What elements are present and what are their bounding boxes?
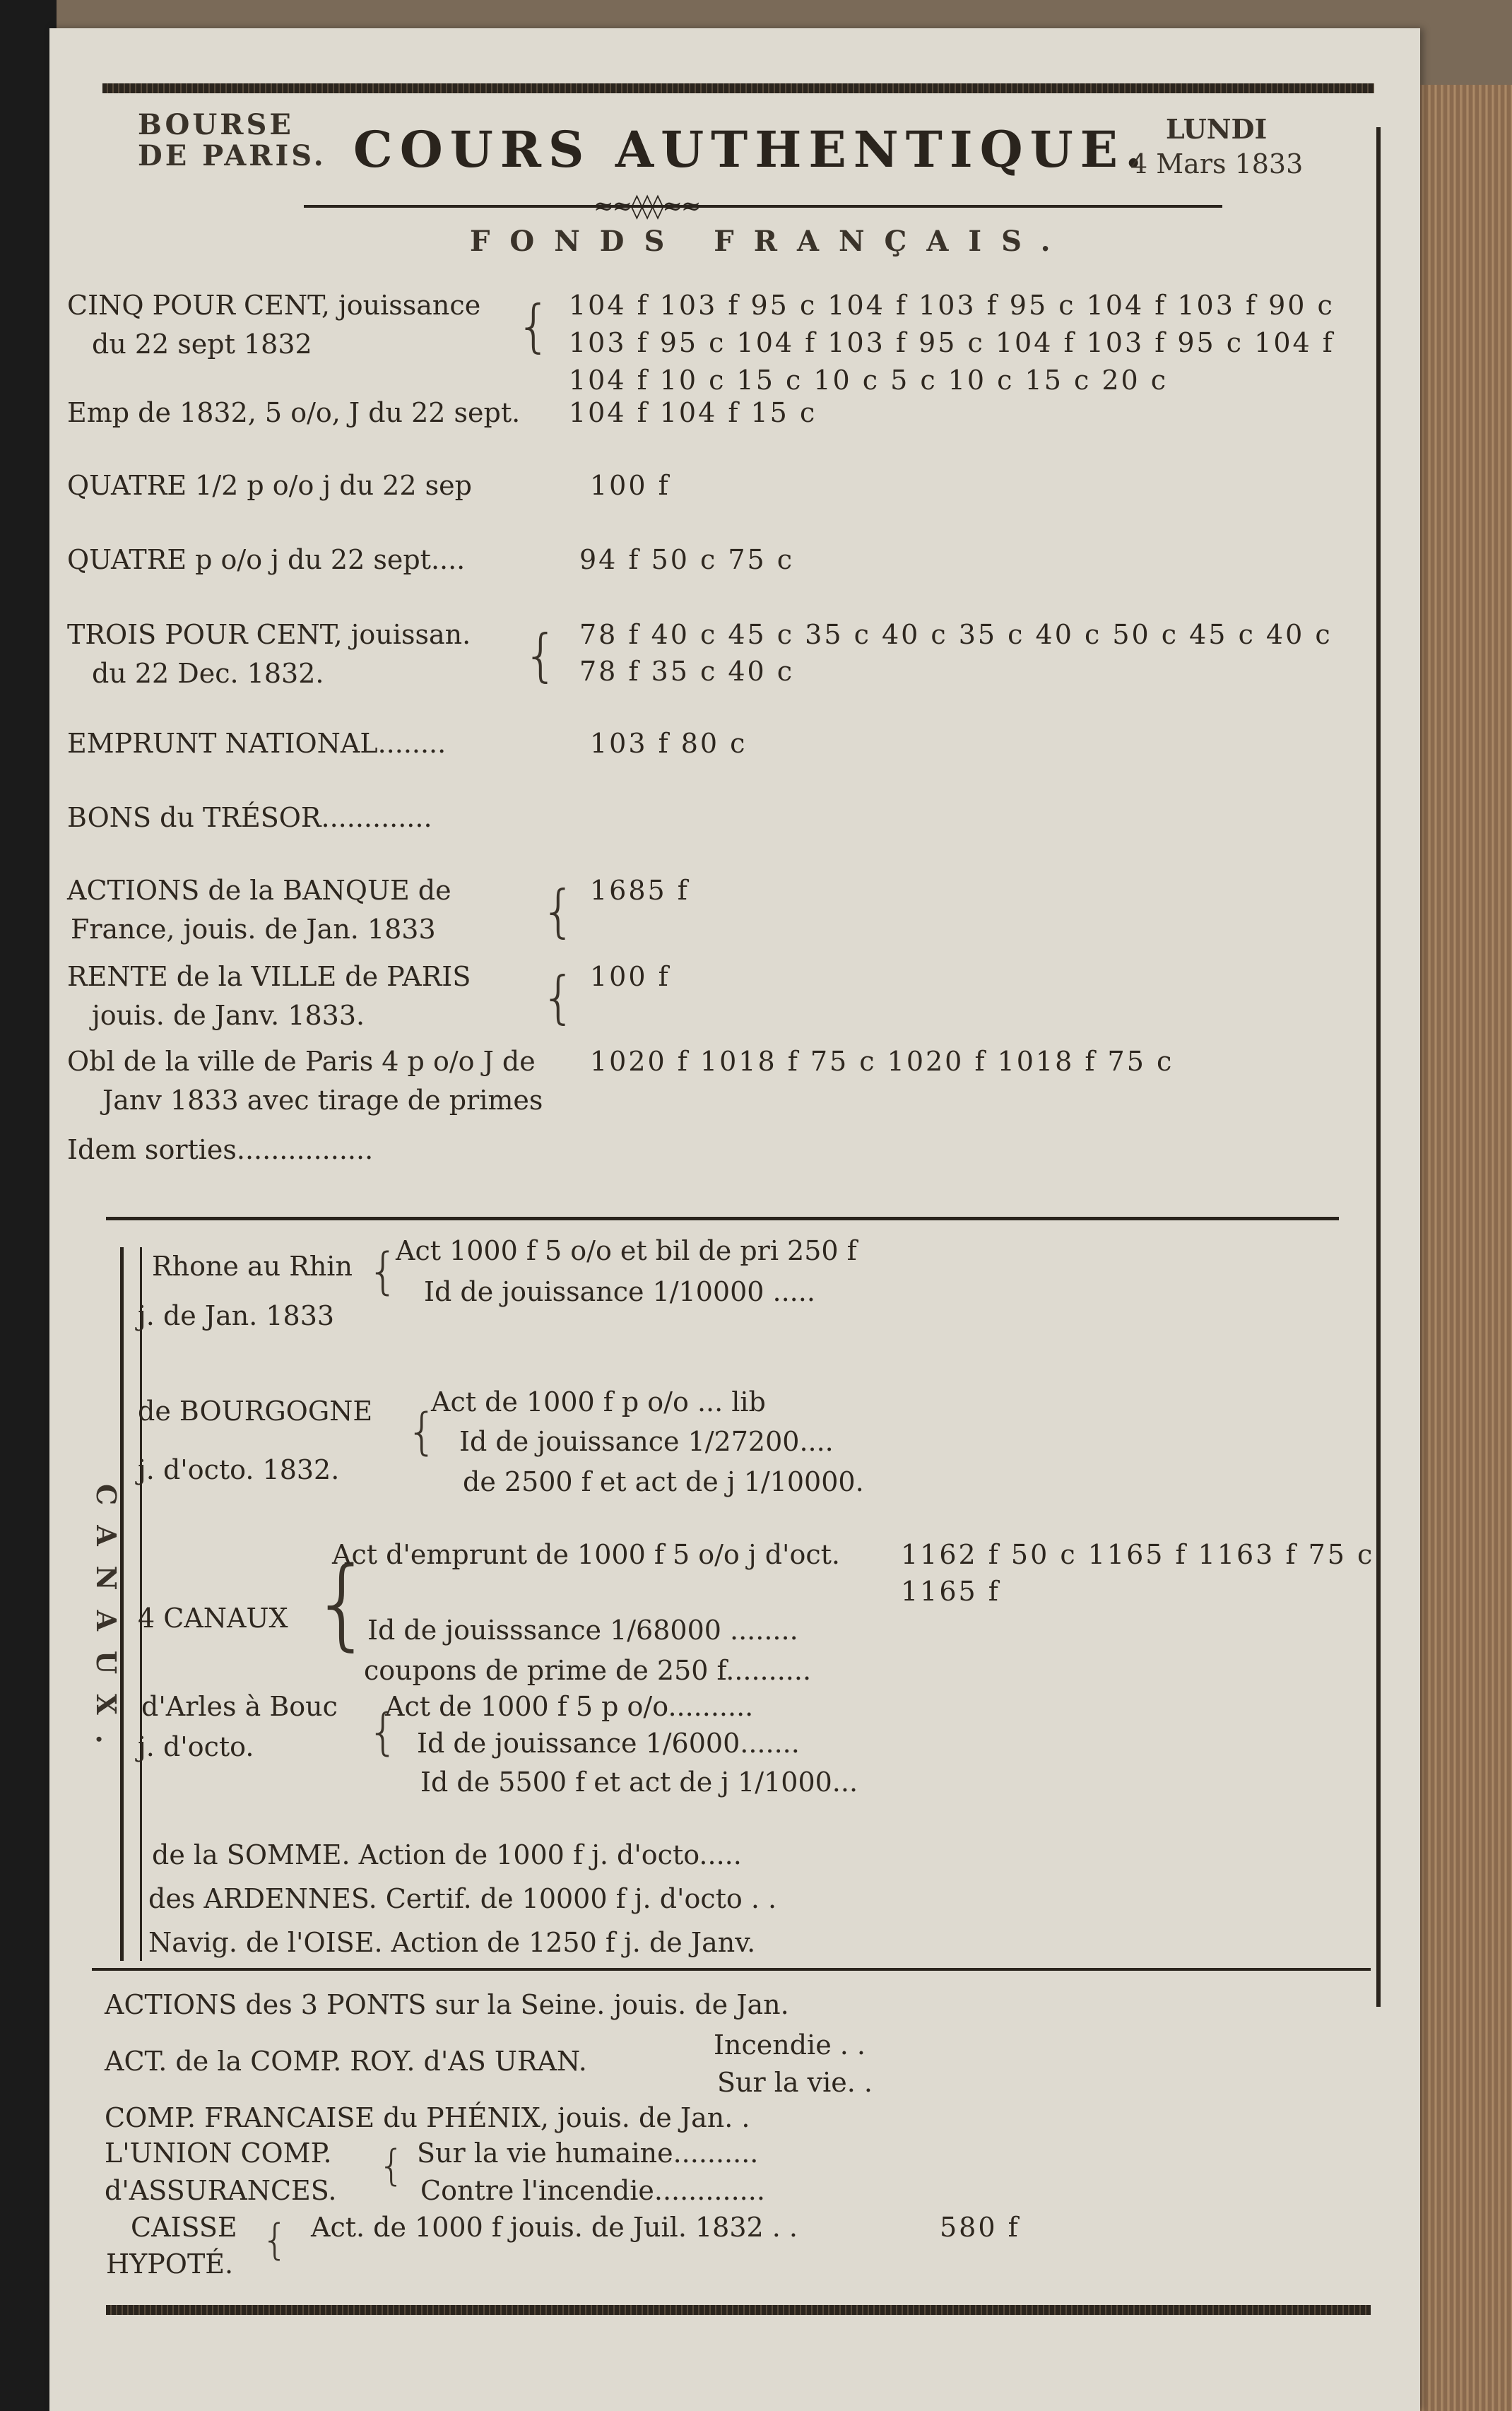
- fonds-row-value: 1020 f 1018 f 75 c 1020 f 1018 f 75 c: [590, 1046, 1174, 1077]
- brace-icon: {: [406, 1403, 438, 1461]
- fonds-row-value: 1685 f: [590, 875, 690, 906]
- fonds-row-sublabel: du 22 Dec. 1832.: [92, 658, 324, 689]
- brace-icon: {: [523, 623, 559, 688]
- caisse-text: Act. de 1000 f jouis. de Juil. 1832 . .: [311, 2212, 798, 2243]
- union-left: L'UNION COMP.: [105, 2138, 332, 2169]
- brace-icon: {: [261, 2215, 289, 2265]
- brace-icon: {: [541, 965, 577, 1030]
- fonds-row-label: Idem sorties................: [67, 1134, 374, 1165]
- bourse-label: [138, 110, 326, 172]
- as-uran-vie: Sur la vie. .: [717, 2067, 873, 2098]
- fonds-row-value: 100 f: [590, 470, 671, 501]
- arles-item: Id de 5500 f et act de j 1/1000...: [420, 1767, 858, 1798]
- arles-item: Act de 1000 f 5 p o/o..........: [385, 1691, 754, 1722]
- fonds-row-label: QUATRE 1/2 p o/o j du 22 sep: [67, 470, 472, 501]
- bourse-line2: DE PARIS.: [138, 139, 326, 172]
- fonds-row-value: 104 f 103 f 95 c 104 f 103 f 95 c 104 f 103 f 90 c: [569, 290, 1335, 321]
- union-vie: Sur la vie humaine..........: [417, 2138, 759, 2169]
- quatre-item: Act d'emprunt de 1000 f 5 o/o j d'oct.: [332, 1539, 841, 1570]
- caisse-label: CAISSE: [131, 2212, 237, 2243]
- bottom-rule: [106, 2305, 1371, 2315]
- ornament-rule: [304, 205, 1222, 208]
- rhone-name: Rhone au Rhin: [152, 1251, 353, 1282]
- separator-rule-2: [92, 1968, 1371, 1971]
- brace-icon: {: [367, 1242, 399, 1300]
- fonds-row-value: 103 f 95 c 104 f 103 f 95 c 104 f 103 f 95 c 104 f: [569, 327, 1335, 358]
- fonds-row-label: ACTIONS de la BANQUE de: [67, 875, 451, 906]
- fonds-row-sublabel: France, jouis. de Jan. 1833: [71, 914, 436, 945]
- section-title: FONDS FRANÇAIS.: [470, 225, 1070, 258]
- fonds-row-label: QUATRE p o/o j du 22 sept....: [67, 544, 466, 575]
- arles-item: Id de jouissance 1/6000.......: [417, 1728, 800, 1759]
- day-label: LUNDI: [1166, 113, 1268, 145]
- quatre-value: 1162 f 50 c 1165 f 1163 f 75 c: [901, 1539, 1375, 1570]
- as-uran-incendie: Incendie . .: [714, 2029, 866, 2061]
- fonds-row-value: 94 f 50 c 75 c: [579, 544, 795, 575]
- union-assurances: d'ASSURANCES.: [105, 2175, 337, 2206]
- page-title: COURS AUTHENTIQUE.: [353, 120, 1150, 179]
- rhone-date: j. de Jan. 1833: [138, 1300, 335, 1331]
- somme-row: de la SOMME. Action de 1000 f j. d'octo.....: [152, 1839, 742, 1870]
- quatre-canaux-name: 4 CANAUX: [138, 1603, 288, 1634]
- canaux-side-label: CANAUX.: [90, 1484, 122, 1764]
- dark-margin: [0, 0, 57, 2411]
- brace-icon: {: [516, 293, 552, 359]
- fonds-row-label: EMPRUNT NATIONAL........: [67, 728, 447, 759]
- fonds-row-label: TROIS POUR CENT, jouissan.: [67, 619, 471, 650]
- ornament-icon: ≈≈◊◊◊≈≈: [593, 192, 700, 220]
- top-rule: [102, 83, 1374, 93]
- quatre-item: coupons de prime de 250 f..........: [364, 1655, 812, 1686]
- caisse-value: 580 f: [940, 2212, 1020, 2243]
- separator-rule: [106, 1217, 1339, 1220]
- rhone-item: Act 1000 f 5 o/o et bil de pri 250 f: [396, 1235, 857, 1266]
- fonds-row-sublabel: Janv 1833 avec tirage de primes: [102, 1085, 543, 1116]
- as-uran-left: ACT. de la COMP. ROY. d'AS URAN.: [105, 2046, 587, 2077]
- brace-icon: {: [378, 2141, 406, 2191]
- fonds-row-sublabel: jouis. de Janv. 1833.: [92, 1000, 365, 1031]
- rhone-item: Id de jouissance 1/10000 .....: [424, 1276, 815, 1307]
- fonds-row-label: Obl de la ville de Paris 4 p o/o J de: [67, 1046, 536, 1077]
- fonds-row-label: CINQ POUR CENT, jouissance: [67, 290, 481, 321]
- quatre-item: Id de jouisssance 1/68000 ........: [367, 1615, 798, 1646]
- bourgogne-item: Id de jouissance 1/27200....: [459, 1426, 834, 1457]
- fonds-row-value: 104 f 10 c 15 c 10 c 5 c 10 c 15 c 20 c: [569, 365, 1169, 396]
- oise-row: Navig. de l'OISE. Action de 1250 f j. de Janv.: [148, 1927, 756, 1958]
- phenix-row: COMP. FRANCAISE du PHÉNIX, jouis. de Jan. .: [105, 2102, 750, 2133]
- bourgogne-date: j. d'octo. 1832.: [138, 1454, 340, 1485]
- fonds-row-label: RENTE de la VILLE de PARIS: [67, 961, 471, 992]
- fonds-row-value: 100 f: [590, 961, 671, 992]
- fonds-row-sublabel: du 22 sept 1832: [92, 329, 312, 360]
- fonds-row-value: 78 f 35 c 40 c: [579, 656, 795, 687]
- arles-name: d'Arles à Bouc: [141, 1691, 338, 1722]
- right-border-line: [1376, 127, 1381, 2007]
- bourgogne-item: Act de 1000 f p o/o ... lib: [431, 1386, 766, 1417]
- ponts-row: ACTIONS des 3 PONTS sur la Seine. jouis. de Jan.: [105, 1989, 789, 2020]
- brace-icon: {: [367, 1703, 399, 1761]
- arles-date: j. d'octo.: [138, 1731, 254, 1762]
- union-incendie: Contre l'incendie.............: [420, 2175, 765, 2206]
- date-label: 4 Mars 1833: [1130, 148, 1304, 179]
- bourse-line1: BOURSE: [138, 108, 294, 141]
- fonds-row-label: Emp de 1832, 5 o/o, J du 22 sept.: [67, 397, 521, 428]
- quatre-value: 1165 f: [901, 1576, 1000, 1607]
- bourgogne-name: de BOURGOGNE: [138, 1396, 373, 1427]
- brace-icon: {: [311, 1546, 374, 1661]
- brace-icon: {: [541, 878, 577, 944]
- fonds-row-value: 78 f 40 c 45 c 35 c 40 c 35 c 40 c 50 c 45 c 40 c: [579, 619, 1333, 650]
- fonds-row-value: 103 f 80 c: [590, 728, 748, 759]
- bourgogne-item: de 2500 f et act de j 1/10000.: [463, 1466, 864, 1497]
- fonds-row-value: 104 f 104 f 15 c: [569, 397, 817, 428]
- ardennes-row: des ARDENNES. Certif. de 10000 f j. d'octo . .: [148, 1883, 777, 1914]
- hypote-label: HYPOTÉ.: [106, 2248, 234, 2280]
- fonds-row-label: BONS du TRÉSOR.............: [67, 802, 432, 833]
